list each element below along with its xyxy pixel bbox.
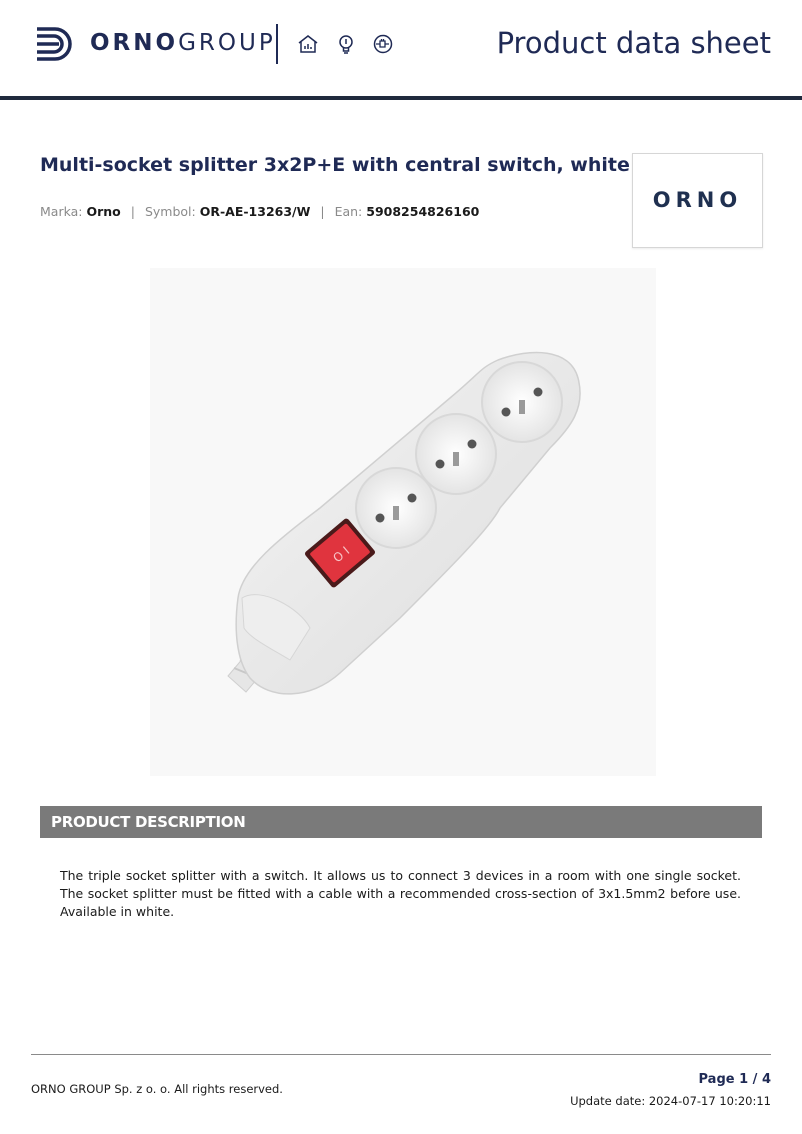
product-meta xyxy=(40,204,479,219)
product-title: Multi-socket splitter 3x2P+E with central switch, white xyxy=(40,154,630,176)
footer-rule xyxy=(31,1054,771,1055)
socket-2 xyxy=(416,414,496,494)
symbol-value: OR-AE-13263/W xyxy=(199,204,311,219)
product-photo xyxy=(150,268,656,776)
svg-text:O I: O I xyxy=(330,543,353,566)
meta-separator: | xyxy=(130,204,135,219)
company-logo-text: ORNOGROUP xyxy=(90,30,276,56)
socket-3 xyxy=(482,362,562,442)
brand-value: Orno xyxy=(86,204,121,219)
product-description-header xyxy=(40,806,762,838)
brand-label: Marka: xyxy=(40,204,83,219)
socket-1 xyxy=(356,468,436,548)
header-rule xyxy=(0,96,802,100)
update-date: Update date: 2024-07-17 10:20:11 xyxy=(570,1094,771,1108)
brand-logo-text: ORNO xyxy=(652,188,743,212)
orno-logo-icon xyxy=(33,23,75,65)
symbol-label: Symbol: xyxy=(144,204,196,219)
page-number: Page 1 / 4 xyxy=(698,1072,771,1087)
copyright-text: ORNO GROUP Sp. z o. o. All rights reserved. xyxy=(31,1082,283,1096)
power-strip-illustration xyxy=(150,268,656,776)
lightbulb-icon xyxy=(335,33,357,55)
document-title: Product data sheet xyxy=(496,26,771,60)
meta-separator: | xyxy=(320,204,325,219)
smart-home-icon xyxy=(297,33,319,55)
page-header xyxy=(0,0,802,100)
brand-logo-box xyxy=(632,153,763,248)
section-heading: PRODUCT DESCRIPTION xyxy=(51,813,246,831)
plug-icon xyxy=(372,33,394,55)
ean-label: Ean: xyxy=(334,204,363,219)
product-description-text: The triple socket splitter with a switch. It allows us to connect 3 devices in a room with one single socket. The socket splitter must be fitted with a cable with a recommended cross-section of 3x1.5mm2 before use. Available in white. xyxy=(60,868,741,919)
header-divider xyxy=(276,24,278,64)
ean-value: 5908254826160 xyxy=(366,204,480,219)
